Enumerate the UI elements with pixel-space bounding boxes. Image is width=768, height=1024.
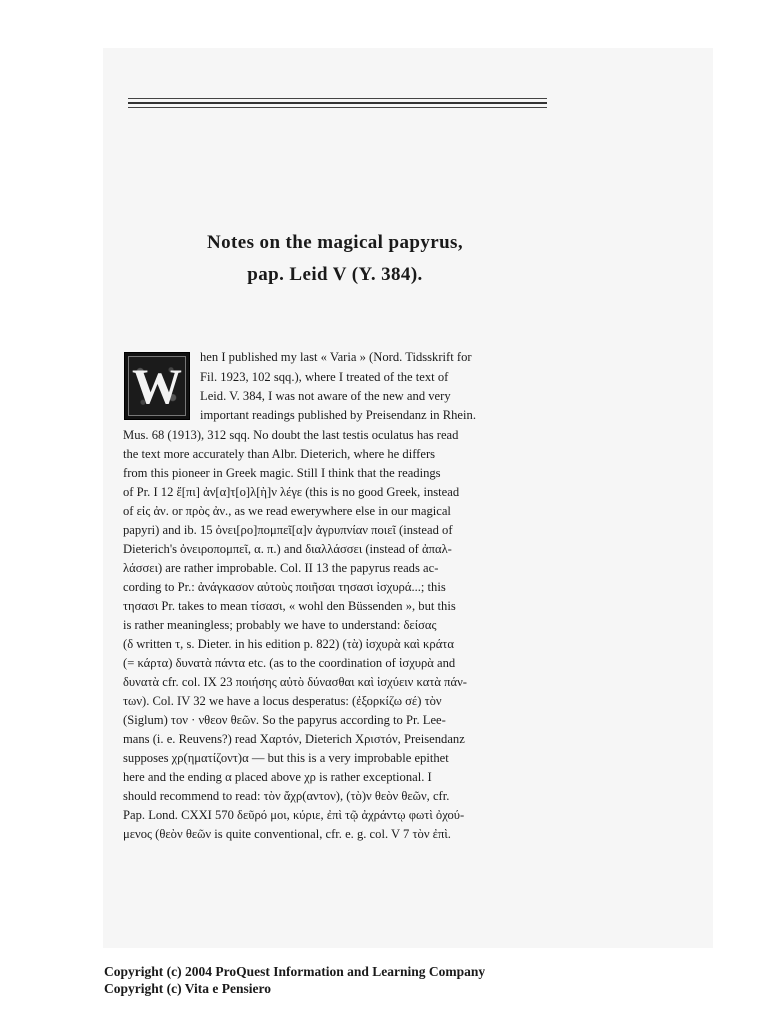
body-line: the text more accurately than Albr. Dieterich, where he differs	[123, 447, 436, 461]
ornamental-initial-frame	[128, 356, 186, 416]
body-line: Leid. V. 384, I was not aware of the new and very	[200, 389, 451, 403]
ornamental-initial	[124, 352, 190, 420]
body-line: Fil. 1923, 102 sqq.), where I treated of the text of	[200, 370, 449, 384]
body-line: τησασι Pr. takes to mean τίσασι, « wohl den Büssenden », but this	[123, 599, 456, 613]
body-line: (= κάρτα) δυνατὰ πάντα etc. (as to the coordination of ἰσχυρὰ and	[123, 656, 456, 670]
copyright-line-2: Copyright (c) Vita e Pensiero	[104, 981, 271, 996]
header-rule-top	[128, 98, 547, 99]
body-line: cording to Pr.: ἀνάγκασον αὐτοὺς ποιῆσαι τησασι ἰσχυρά...; this	[123, 580, 446, 594]
body-line: of εἰς ἀν. or πρὸς ἀν., as we read ewerywhere else in our magical	[123, 504, 451, 518]
article-title-line-2: pap. Leid V (Y. 384).	[247, 264, 423, 285]
body-line: from this pioneer in Greek magic. Still I think that the readings	[123, 466, 441, 480]
body-line: supposes χρ(ηματίζοντ)α — but this is a very improbable epithet	[123, 751, 449, 765]
body-line: λάσσει) are rather improbable. Col. II 13 the papyrus reads ac-	[123, 561, 439, 575]
body-line: Mus. 68 (1913), 312 sqq. No doubt the last testis oculatus has read	[123, 428, 459, 442]
header-rule-middle	[128, 102, 547, 104]
article-title-line-1: Notes on the magical papyrus,	[207, 232, 463, 253]
body-line: των). Col. IV 32 we have a locus desperatus: (ἐξορκίζω σέ) τὸν	[123, 694, 442, 708]
body-line: important readings published by Preisendanz in Rhein.	[200, 408, 476, 422]
body-line: here and the ending α placed above χρ is rather exceptional. I	[123, 770, 432, 784]
body-line: is rather meaningless; probably we have to understand: δείσας	[123, 618, 437, 632]
body-line: of Pr. I 12 ἔ[πι] ἀν[α]τ[ο]λ[ὴ]ν λέγε (this is no good Greek, instead	[123, 485, 460, 499]
body-line: Pap. Lond. CXXI 570 δεῦρό μοι, κύριε, ἐπὶ τῷ ἀχράντῳ φωτὶ ὀχού-	[123, 808, 465, 822]
body-line: μενος (θεὸν θεῶν is quite conventional, cfr. e. g. col. V 7 τὸν ἐπὶ.	[123, 827, 451, 841]
body-line: papyri) and ib. 15 ὀνει[ρο]πομπεῖ[α]ν ἀγρυπνίαν ποιεῖ (instead of	[123, 523, 453, 537]
body-line: hen I published my last « Varia » (Nord. Tidsskrift for	[200, 350, 472, 364]
ornamental-initial-letter: W	[132, 358, 182, 414]
body-line: mans (i. e. Reuvens?) read Χαρτόν, Dieterich Χριστόν, Preisendanz	[123, 732, 465, 746]
body-line: δυνατὰ cfr. col. IX 23 ποιήσης αὐτὸ δύνασθαι καὶ ἰσχύειν κατὰ πάν-	[123, 675, 467, 689]
copyright-line-1: Copyright (c) 2004 ProQuest Information and Learning Company	[104, 964, 486, 979]
body-line: should recommend to read: τὸν ἄχρ(αντον), (τὸ)ν θεὸν θεῶν, cfr.	[123, 789, 450, 803]
body-line: (δ written τ, s. Dieter. in his edition p. 822) (τὰ) ἰσχυρὰ καὶ κράτα	[123, 637, 454, 651]
header-rule-bottom	[128, 107, 547, 108]
body-line: (Siglum) τον · νθεον θεῶν. So the papyrus according to Pr. Lee-	[123, 713, 446, 727]
body-line: Dieterich's ὀνειροπομπεῖ, α. π.) and διαλλάσσει (instead of ἀπαλ-	[123, 542, 452, 556]
